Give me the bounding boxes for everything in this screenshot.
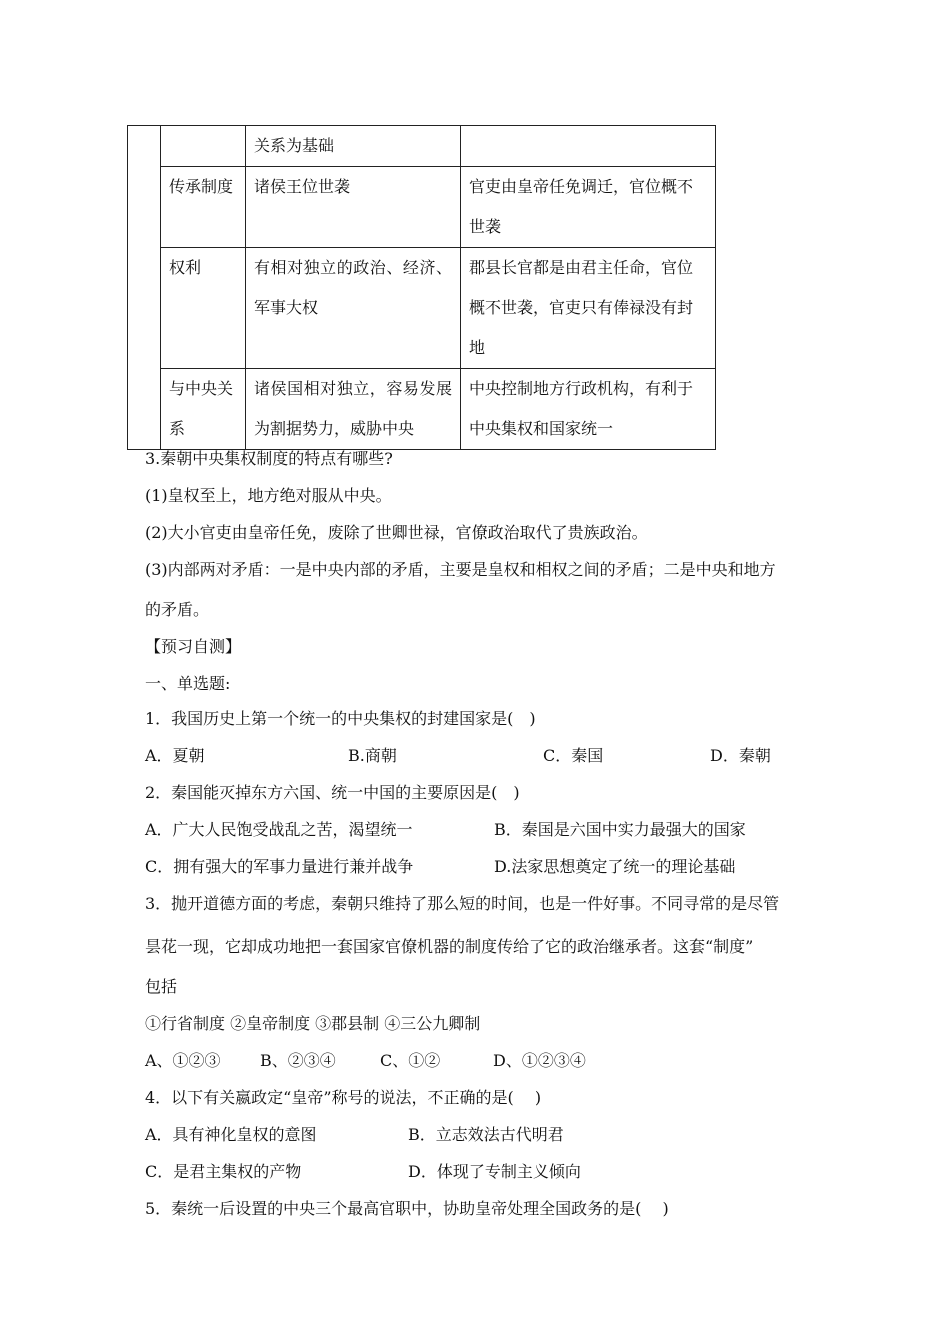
option-d: D、①②③④ [493,1051,586,1070]
paragraph: (2)大小官吏由皇帝任免，废除了世卿世禄，官僚政治取代了贵族政治。 [145,523,648,542]
paragraph: (3)内部两对矛盾：一是中央内部的矛盾，主要是皇权和相权之间的矛盾；二是中央和地方 [145,560,776,579]
option-d: D.法家思想奠定了统一的理论基础 [494,857,736,876]
question-stem: 4．以下有关嬴政定“皇帝”称号的说法，不正确的是( ) [145,1088,542,1107]
table-cell: 与中央关系 [161,369,246,450]
option-d: D．体现了专制主义倾向 [408,1162,581,1181]
table-cell [161,126,246,167]
paragraph: 的矛盾。 [145,600,210,619]
table-cell [461,126,716,167]
table-cell: 有相对独立的政治、经济、军事大权 [246,248,461,369]
question-stem: 2．秦国能灭掉东方六国、统一中国的主要原因是( ) [145,783,520,802]
question-stem: 1．我国历史上第一个统一的中央集权的封建国家是( ) [145,709,536,728]
section-title: 3.秦朝中央集权制度的特点有哪些? [145,449,393,468]
option-a: A．具有神化皇权的意图 [145,1125,317,1144]
preview-heading: 【预习自测】 [145,637,242,656]
option-b: B.商朝 [348,746,397,765]
table-row [128,167,716,248]
table-cell: 诸侯王位世袭 [246,167,461,248]
option-c: C．秦国 [543,746,604,765]
question-stem: 5．秦统一后设置的中央三个最高官职中，协助皇帝处理全国政务的是( ) [145,1199,669,1218]
table-cell: 诸侯国相对独立，容易发展为割据势力，威胁中央 [246,369,461,450]
table-cell: 关系为基础 [246,126,461,167]
subheading: 一、单选题: [145,674,231,693]
question-stem: 昙花一现，它却成功地把一套国家官僚机器的制度传给了它的政治继承者。这套“制度” [145,937,754,956]
option-b: B、②③④ [260,1051,336,1070]
table-row [128,248,716,369]
option-a: A．广大人民饱受战乱之苦，渴望统一 [145,820,413,839]
table-cell: 官吏由皇帝任免调迁，官位概不世袭 [461,167,716,248]
table-cell-merged [128,126,161,450]
option-c: C．拥有强大的军事力量进行兼并战争 [145,857,414,876]
table-row [128,369,716,450]
table-row [128,126,716,167]
table-cell: 郡县长官都是由君主任命，官位概不世袭，官吏只有俸禄没有封地 [461,248,716,369]
comparison-table [127,125,716,450]
option-c: C、①② [380,1051,441,1070]
table-cell: 权利 [161,248,246,369]
option-c: C．是君主集权的产物 [145,1162,302,1181]
option-b: B．立志效法古代明君 [408,1125,564,1144]
question-items: ①行省制度 ②皇帝制度 ③郡县制 ④三公九卿制 [145,1014,481,1033]
option-a: A、①②③ [145,1051,221,1070]
paragraph: (1)皇权至上，地方绝对服从中央。 [145,486,392,505]
table-cell: 中央控制地方行政机构，有利于中央集权和国家统一 [461,369,716,450]
table-cell: 传承制度 [161,167,246,248]
question-stem: 3．抛开道德方面的考虑，秦朝只维持了那么短的时间，也是一件好事。不同寻常的是尽管 [145,894,780,913]
option-d: D．秦朝 [710,746,771,765]
option-b: B．秦国是六国中实力最强大的国家 [494,820,746,839]
option-a: A．夏朝 [145,746,205,765]
question-stem: 包括 [145,977,178,996]
